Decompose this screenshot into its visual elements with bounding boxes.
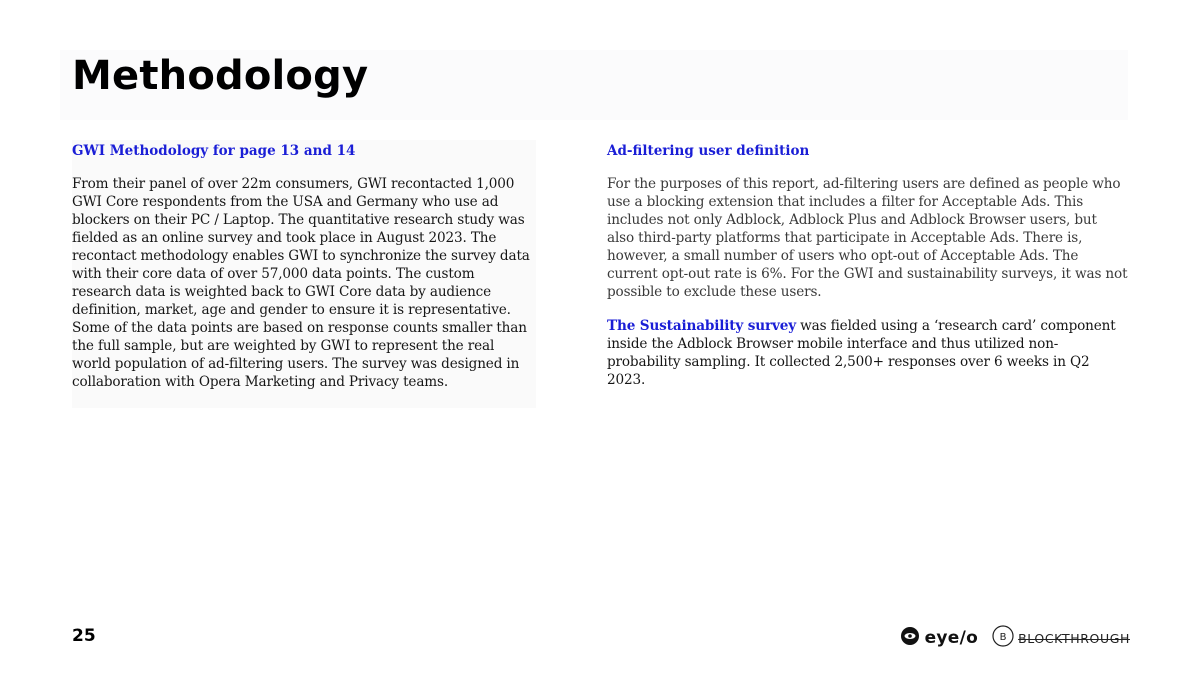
eyeo-logo-text: eye/o xyxy=(924,628,979,648)
blockthrough-logo xyxy=(992,625,1130,651)
eyeo-logo xyxy=(900,626,979,650)
svg-text:B: B xyxy=(999,632,1007,643)
page-title: Methodology xyxy=(72,53,369,99)
eyeo-logo-icon xyxy=(900,626,920,650)
gwi-methodology-body: From their panel of over 22m consumers, GWI recontacted 1,000 GWI Core respondents from the USA and Germany who use ad blockers on their PC / Laptop. The quantitative research study was fielded as an online survey and took place in August 2023. The recontact methodology enables GWI to synchronize the survey data with their core data of over 57,000 data points. The custom research data is weighted back to GWI Core data by audience definition, market, age and gender to ensure it is representative. Some of the data points are based on response counts smaller than the full sample, but are weighted by GWI to represent the real world population of ad-filtering users. The survey was designed in collaboration with Opera Marketing and Privacy teams. xyxy=(72,176,530,390)
sustainability-survey-paragraph xyxy=(607,317,1128,389)
blockthrough-logo-icon xyxy=(992,625,1014,651)
sustainability-survey-label: The Sustainability survey xyxy=(607,318,796,334)
ad-filtering-definition-heading: Ad-filtering user definition xyxy=(607,143,810,159)
right-column xyxy=(607,140,1128,389)
sustainability-survey-text: was fielded using a ‘research card’ component inside the Adblock Browser mobile interface and thus utilized non-probability sampling. It collected 2,500+ responses over 6 weeks in Q2 2023. xyxy=(607,318,1116,388)
footer-logos xyxy=(900,624,1130,652)
left-column xyxy=(72,140,536,408)
page-number: 25 xyxy=(72,626,96,646)
blockthrough-logo-text: BLOCKTHROUGH xyxy=(1018,630,1130,646)
ad-filtering-definition-body: For the purposes of this report, ad-filtering users are defined as people who use a blocking extension that includes a filter for Acceptable Ads. This includes not only Adblock, Adblock Plus and Adblock Browser users, but also third-party platforms that participate in Acceptable Ads. There is, however, a small number of users who opt-out of Acceptable Ads. The current opt-out rate is 6%. For the GWI and sustainability surveys, it was not possible to exclude these users. xyxy=(607,176,1128,300)
gwi-methodology-heading: GWI Methodology for page 13 and 14 xyxy=(72,143,356,159)
